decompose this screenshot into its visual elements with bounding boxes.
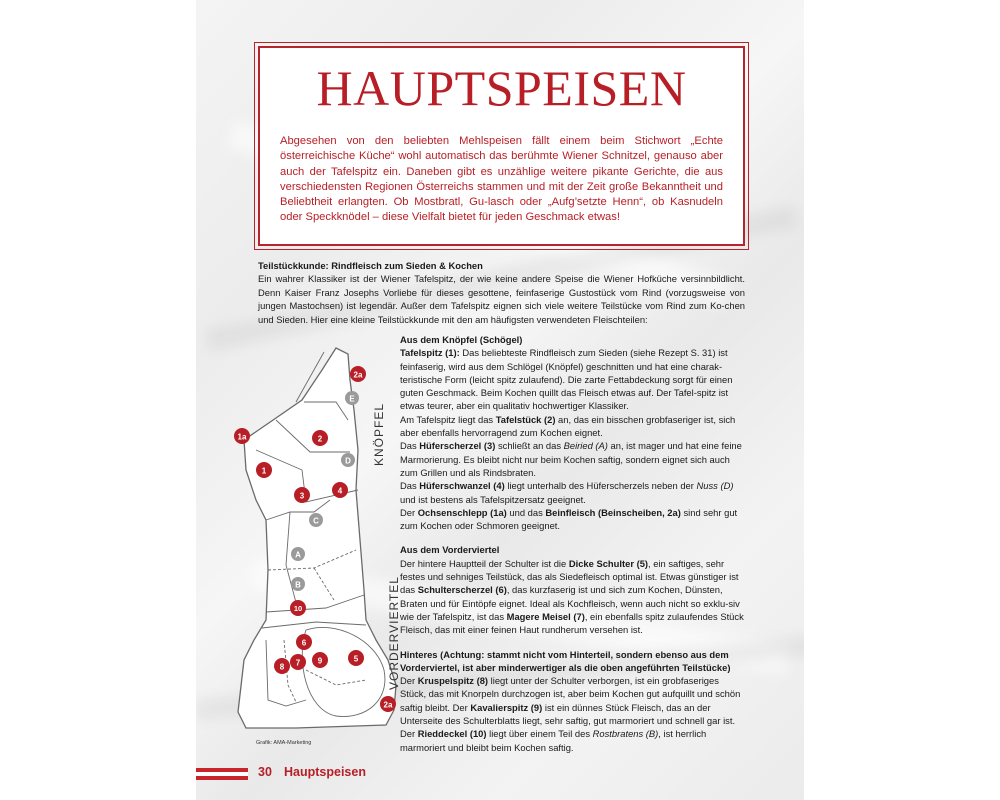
svg-text:2a: 2a <box>353 370 363 380</box>
svg-text:2: 2 <box>317 434 323 444</box>
book-page <box>196 0 804 800</box>
page-number: 30 <box>258 765 272 779</box>
marker-e <box>345 391 359 405</box>
paragraph-schulter: Der hintere Hauptteil der Schulter ist die Dicke Schulter (5), ein saftiges, sehr festes und sehniges Teilstück, das als Siedefleisch optimal ist. Etwas günstiger ist das Schulterscherzel (6), das kurzfaserig ist und sich zum Kochen, Dünsten, Braten und für Eintöpfe eignet. Ideal als Kochfleisch, wenn auch nicht so exklu-siv wie der Tafelspitz, ist das Magere Meisel (7), ein ebenfalls spitz zulaufendes Stück Fleisch, das mit einer feinen Haut rundherum versehen ist. <box>400 557 744 636</box>
marker-d <box>341 453 355 467</box>
paragraph-ochsenschlepp: Der Ochsenschlepp (1a) und das Beinfleisch (Beinscheiben, 2a) sind sehr gut zum Kochen oder Schmoren geeignet. <box>400 506 738 532</box>
label-vorderviertel: VORDERVIERTEL <box>387 576 401 690</box>
svg-text:6: 6 <box>301 638 307 648</box>
footer-label: Hauptspeisen <box>284 765 366 779</box>
intro-section <box>258 259 745 326</box>
svg-text:4: 4 <box>337 486 343 496</box>
paragraph-tafelspitz: Tafelspitz (1): Das beliebteste Rindfleisch zum Sieden (siehe Rezept S. 31) ist feinfaserig, wird aus dem Schlögel (Knöpfel) geschnitten und hat eine charak-teristische Form (leicht spitz zulaufend). Die zarte Fettabdeckung sorgt für einen guten Geschmack. Beim Kochen quillt das Fleisch etwas auf. Der Tafel-spitz ist etwas teurer, aber ein qualitativ hochwertiger Klassiker. <box>400 347 733 412</box>
marker-7 <box>290 654 306 670</box>
beef-cuts-svg <box>226 340 426 750</box>
svg-text:5: 5 <box>353 654 359 664</box>
marker-a <box>291 547 305 561</box>
label-knoepfel: KNÖPFEL <box>372 402 386 466</box>
svg-text:C: C <box>313 516 319 526</box>
marker-6 <box>296 634 312 650</box>
austrian-flag-stripes <box>196 768 248 780</box>
marker-1a <box>234 428 250 444</box>
page-title: HAUPTSPEISEN <box>316 60 687 116</box>
diagram-credit: Grafik: AMA-Marketing <box>256 740 312 746</box>
svg-text:E: E <box>349 394 355 404</box>
svg-text:3: 3 <box>299 491 305 501</box>
marker-5 <box>348 650 364 666</box>
intro-text: Abgesehen von den beliebten Mehlspeisen fällt einem beim Stichwort „Echte österreichische Küche“ wohl automatisch das berühmte Wiener Schnitzel, genauso aber auch der Tafelspitz ein. Daneben gibt es unzählige weitere pikante Gerichte, die aus verschiedensten Regionen Österreichs stammen und mit der Zeit große Bekanntheit und Beliebtheit erlangten. Ob Mostbratl, Gu-lasch oder „Aufg’setzte Henn“, ob Kasnudeln oder Speckknödel – diese Vielfalt bietet für jeden Geschmack etwas! <box>280 135 723 224</box>
svg-text:1a: 1a <box>237 432 247 442</box>
marker-4 <box>332 482 348 498</box>
marker-2a-bottom <box>380 696 396 712</box>
subheading-knoepfel: Aus dem Knöpfel (Schögel) <box>400 334 523 345</box>
svg-text:1: 1 <box>261 466 267 476</box>
svg-text:2a: 2a <box>383 700 393 710</box>
marker-10 <box>290 600 306 616</box>
marker-1 <box>256 462 272 478</box>
svg-text:8: 8 <box>279 662 285 672</box>
svg-text:B: B <box>295 580 301 590</box>
section-text: Ein wahrer Klassiker ist der Wiener Tafelspitz, der wie keine andere Speise die Wiener Hofküche versinnbildlicht. Denn Kaiser Franz Josephs Vorliebe für dieses gesottene, feinfaserige Gustostück vom Rind (vorzugsweise von jungen Mastochsen) ist legendär. Außer dem Tafelspitz eignen sich viele weitere Teilstücke vom Rind zum Ko-chen und Sieden. Hier eine kleine Teilstückkunde mit den am häufigsten verwendeten Fleischteilen: <box>258 273 745 325</box>
svg-text:D: D <box>345 456 351 466</box>
marker-b <box>291 577 305 591</box>
title-box <box>258 46 745 246</box>
marker-8 <box>274 658 290 674</box>
svg-text:A: A <box>295 550 301 560</box>
marker-2 <box>312 430 328 446</box>
marker-9 <box>312 652 328 668</box>
cuts-description <box>400 333 745 754</box>
marker-3 <box>294 487 310 503</box>
page-footer <box>196 764 396 784</box>
subheading-hinteres: Hinteres (Achtung: stammt nicht vom Hinterteil, sondern ebenso aus dem Vorderviertel, ist aber minderwertiger als die oben angeführten Teilstücke) <box>400 648 731 673</box>
subheading-vorderviertel: Aus dem Vorderviertel <box>400 544 500 556</box>
section-heading: Teilstückkunde: Rindfleisch zum Sieden & Kochen <box>258 260 483 271</box>
paragraph-tafelstueck: Am Tafelspitz liegt das Tafelstück (2) an, das ein bisschen grobfaseriger ist, sich aber ebenfalls hervorragend zum Kochen eignet. <box>400 413 736 439</box>
paragraph-kruspelspitz: Der Kruspelspitz (8) liegt unter der Schulter verborgen, ist ein grobfaseriges Stück, das mit Knorpeln durchzogen ist, aber beim Kochen gut aufquillt und schön saftig bleibt. Der Kavalierspitz (9) ist ein dünnes Stück Fleisch, das an der Unterseite des Schulterblatts liegt, sehr saftig, gut marmoriert und schnell gar ist. Der Rieddeckel (10) liegt über einem Teil des Rostbratens (B), ist herrlich marmoriert und bleibt beim Kochen saftig. <box>400 675 741 753</box>
marker-2a-top <box>350 366 366 382</box>
svg-text:10: 10 <box>293 604 303 613</box>
paragraph-hueferschwanzel: Das Hüferschwanzel (4) liegt unterhalb des Hüferscherzels neben der Nuss (D) und ist bestens als Tafelspitzersatz geeignet. <box>400 480 734 505</box>
beef-cuts-diagram <box>226 340 426 750</box>
svg-text:7: 7 <box>295 658 301 668</box>
svg-text:9: 9 <box>317 656 323 666</box>
paragraph-hueferscherzel: Das Hüferscherzel (3) schließt an das Beiried (A) an, ist mager und hat eine feine Marmorierung. Es bleibt nicht nur beim Kochen saftig, sondern eignet sich auch zum Grillen und als Rindsbraten. <box>400 440 742 478</box>
marker-c <box>309 513 323 527</box>
